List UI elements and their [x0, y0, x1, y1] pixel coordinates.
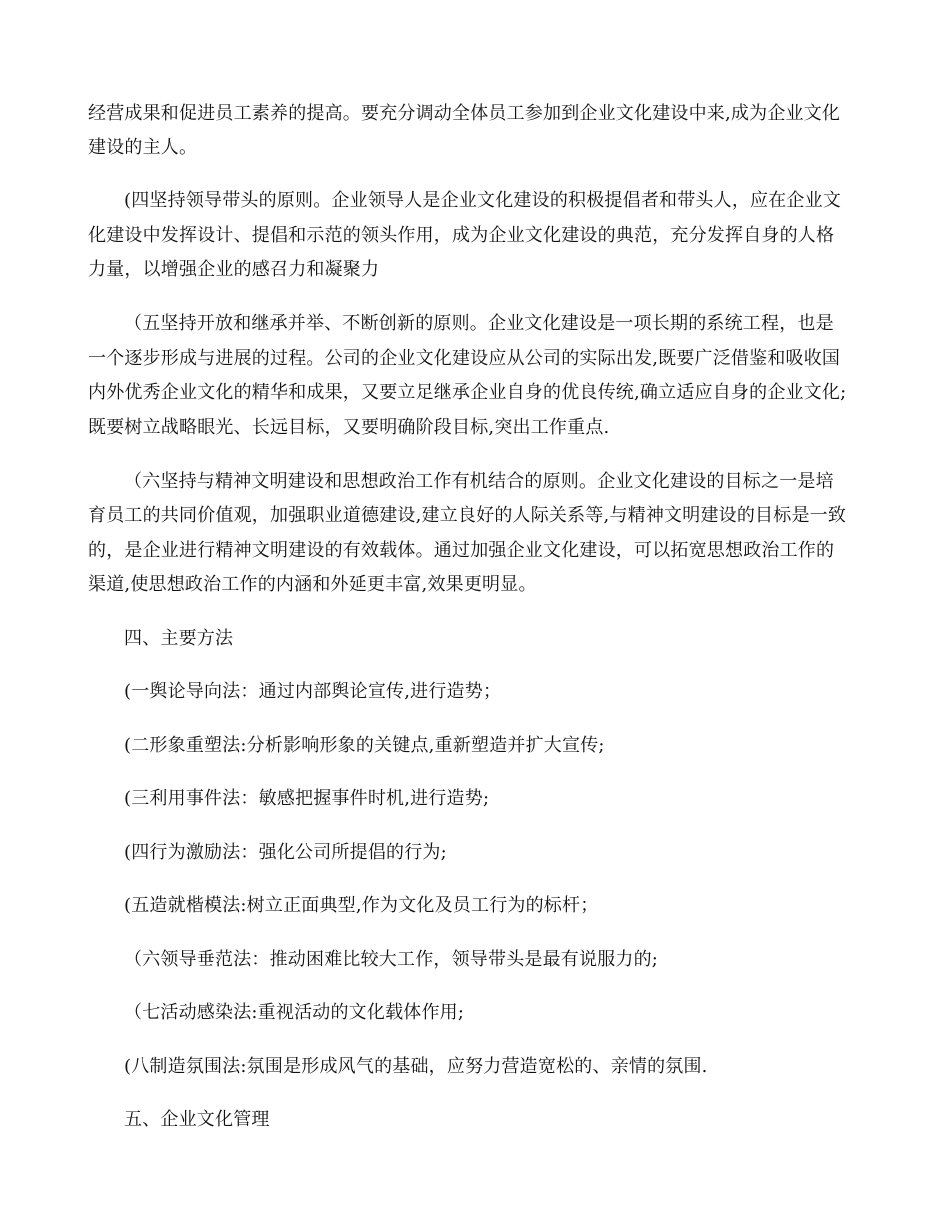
text-line: 经营成果和促进员工素养的提高。要充分调动全体员工参加到企业文化建设中来,成为企业文化	[88, 103, 841, 124]
text-line: 内外优秀企业文化的精华和成果，又要立足继承企业自身的优良传统,确立适应自身的企业文化;	[88, 382, 847, 403]
text-line: 渠道,使思想政治工作的内涵和外延更丰富,效果更明显。	[88, 574, 537, 595]
method-item-5: (五造就楷模法:树立正面典型,作为文化及员工行为的标杆；	[124, 895, 599, 916]
method-item-8: (八制造氛围法:氛围是形成风气的基础，应努力营造宽松的、亲情的氛围.	[124, 1056, 708, 1077]
text-line: 育员工的共同价值观，加强职业道德建设,建立良好的人际关系等,与精神文明建设的目标是一致	[88, 505, 847, 526]
text-line: 力量，以增强企业的感召力和凝聚力	[88, 259, 380, 280]
text-line: 的，是企业进行精神文明建设的有效载体。通过加强企业文化建设，可以拓宽思想政治工作的	[88, 540, 835, 561]
text-line: （五坚持开放和继承并举、不断创新的原则。企业文化建设是一项长期的系统工程，也是	[124, 313, 834, 334]
text-line: 化建设中发挥设计、提倡和示范的领头作用，成为企业文化建设的典范，充分发挥自身的人格	[88, 225, 835, 246]
method-item-6: （六领导垂范法：推动困难比较大工作，领导带头是最有说服力的;	[124, 949, 659, 970]
method-item-1: (一舆论导向法：通过内部舆论宣传,进行造势；	[124, 681, 502, 702]
section-heading-4: 四、主要方法	[124, 628, 234, 649]
text-line: 一个逐步形成与进展的过程。公司的企业文化建设应从公司的实际出发,既要广泛借鉴和吸收国	[88, 348, 841, 369]
text-line: (四坚持领导带头的原则。企业领导人是企业文化建设的积极提倡者和带头人，应在企业文	[124, 190, 842, 211]
method-item-4: (四行为激励法：强化公司所提倡的行为;	[124, 842, 447, 863]
method-item-2: (二形象重塑法:分析影响形象的关键点,重新塑造并扩大宣传;	[124, 735, 605, 756]
method-item-7: （七活动感染法:重视活动的文化载体作用;	[124, 1002, 465, 1023]
section-heading-5: 五、企业文化管理	[124, 1109, 270, 1130]
text-line: 既要树立战略眼光、长远目标，又要明确阶段目标,突出工作重点.	[88, 417, 610, 438]
text-line: （六坚持与精神文明建设和思想政治工作有机结合的原则。企业文化建设的目标之一是培	[124, 471, 834, 492]
text-line: 建设的主人。	[88, 137, 198, 158]
method-item-3: (三利用事件法：敏感把握事件时机,进行造势;	[124, 788, 490, 809]
